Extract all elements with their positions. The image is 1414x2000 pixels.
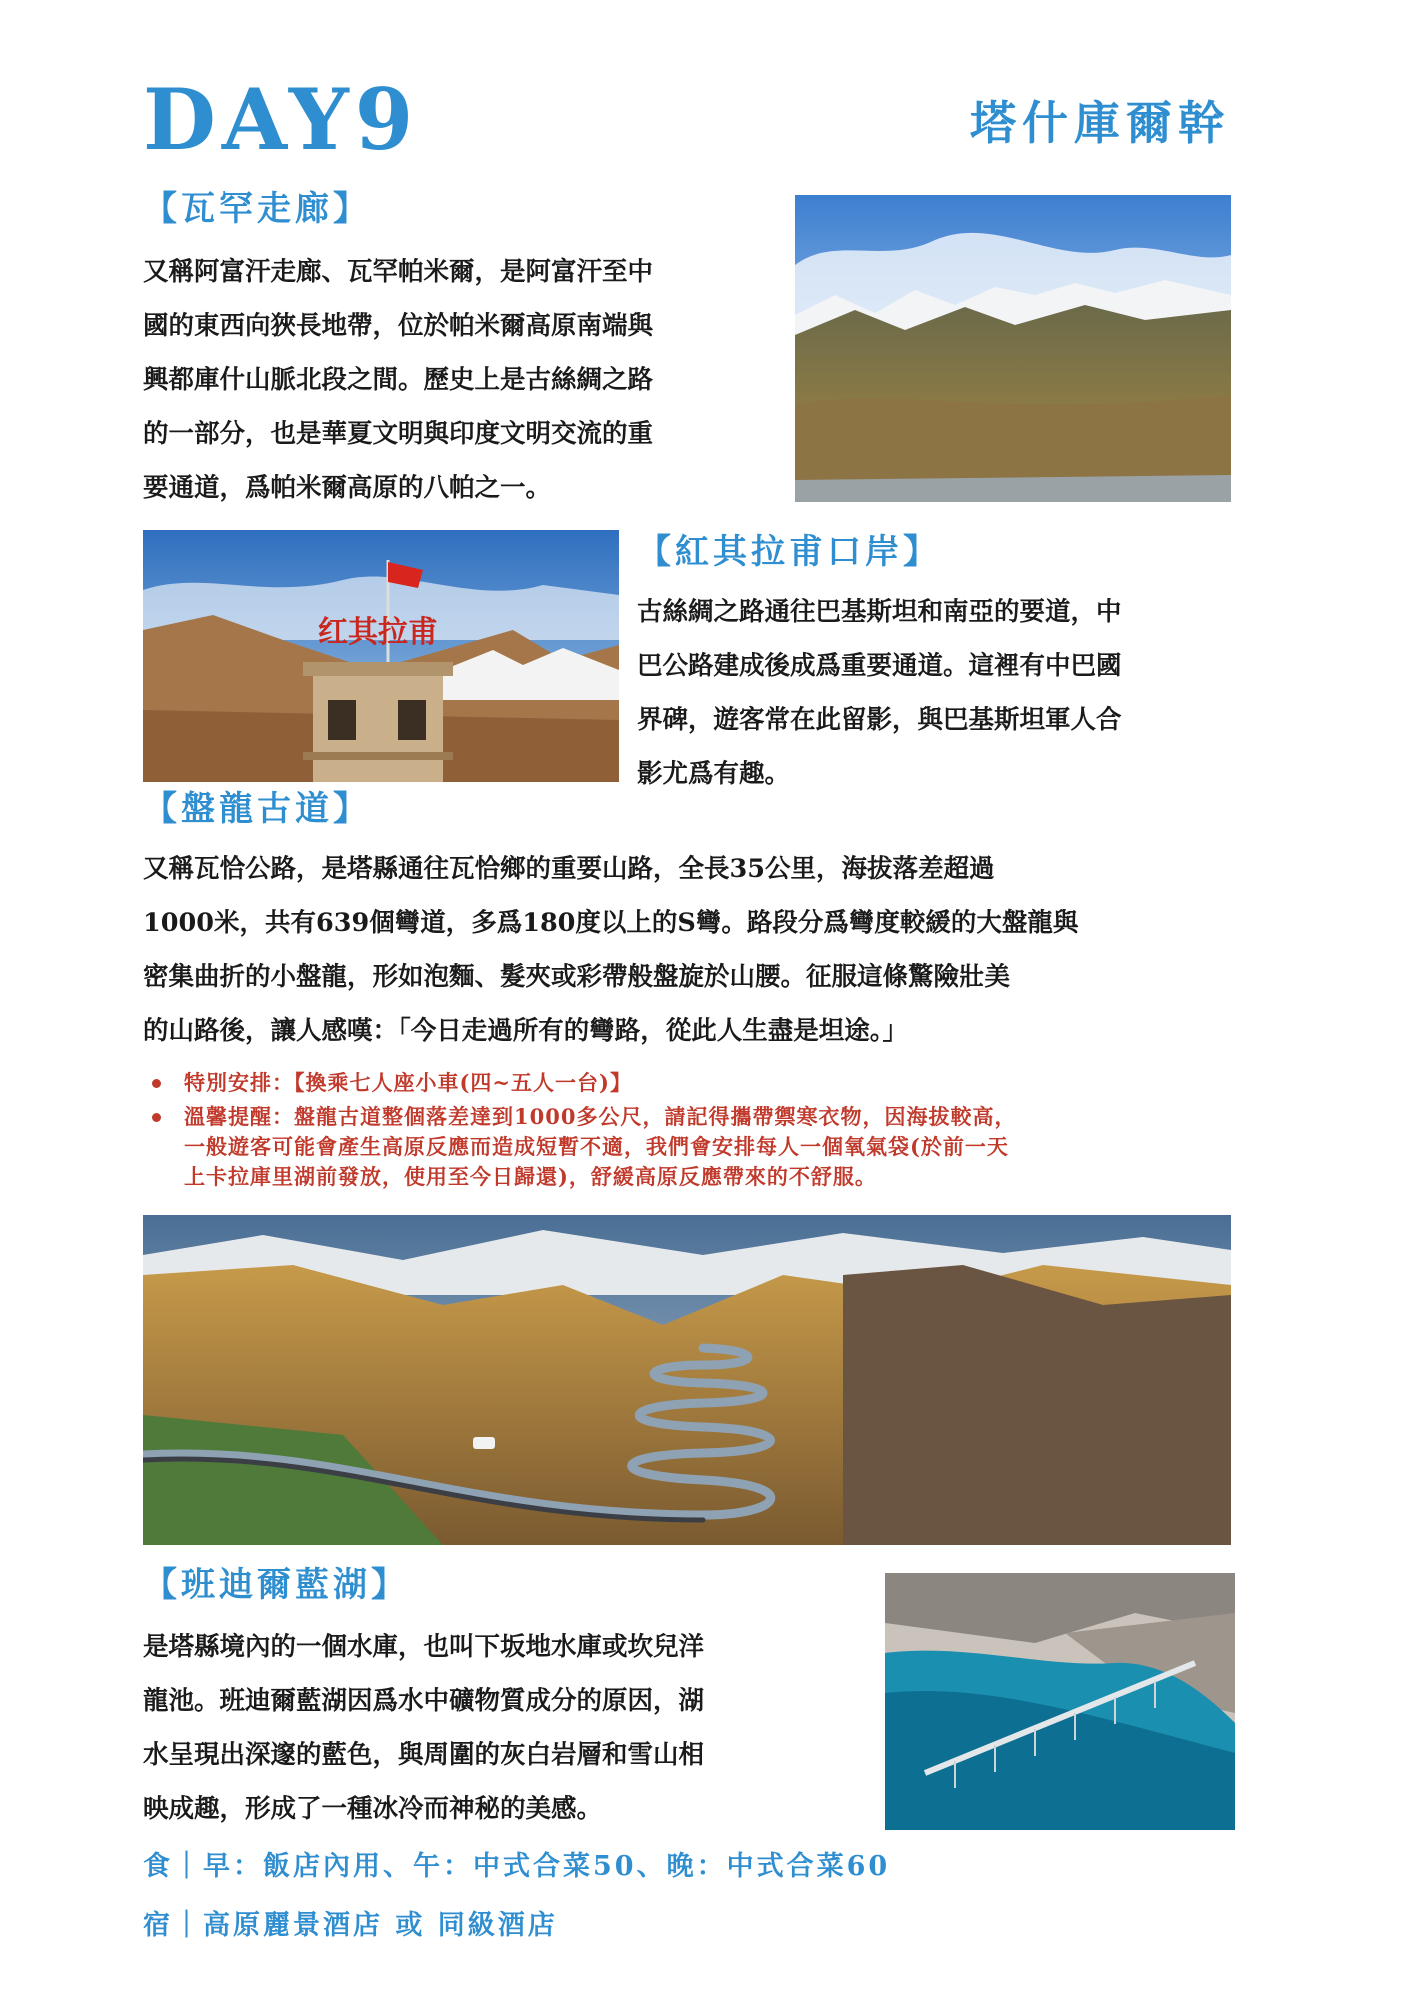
text-line: 國的東西向狹長地帶，位於帕米爾高原南端與 [143, 311, 654, 341]
notes-list [148, 1068, 1238, 1196]
text-line: 是塔縣境內的一個水庫，也叫下坂地水庫或坎兒洋 [143, 1632, 705, 1662]
section-body-wakhan [143, 245, 783, 515]
text-line: 的山路後，讓人感嘆：「今日走過所有的彎路，從此人生盡是坦途。」 [143, 1016, 909, 1046]
section-title-bandir: 【班迪爾藍湖】 [143, 1565, 409, 1605]
section-title-panlong: 【盤龍古道】 [143, 789, 371, 829]
city-title: 塔什庫爾幹 [970, 96, 1230, 150]
note-item-reminder-cont: 上卡拉庫里湖前發放，使用至今日歸還)，舒緩高原反應帶來的不舒服。 [184, 1164, 877, 1189]
section-title-khunjerab: 【紅其拉甫口岸】 [637, 532, 941, 572]
note-item-reminder-cont: 一般遊客可能會產生高原反應而造成短暫不適，我們會安排每人一個氧氣袋(於前一天 [184, 1134, 1009, 1159]
photo-panlong-winding-road [143, 1215, 1231, 1545]
text-line: 1000米，共有639個彎道，多爲180度以上的S彎。路段分爲彎度較緩的大盤龍與 [143, 908, 1079, 938]
text-line: 映成趣，形成了一種冰冷而神秘的美感。 [143, 1794, 603, 1824]
text-line: 又稱瓦恰公路，是塔縣通往瓦恰鄉的重要山路，全長35公里，海拔落差超過 [143, 854, 995, 884]
hotel-line: 宿｜高原麗景酒店 或 同級酒店 [143, 1910, 558, 1941]
text-line: 界碑，遊客常在此留影，與巴基斯坦軍人合 [637, 705, 1122, 735]
bullet-icon [152, 1079, 161, 1088]
text-line: 巴公路建成後成爲重要通道。這裡有中巴國 [637, 651, 1122, 681]
meals-line: 食｜早：飯店內用、午：中式合菜50、晚：中式合菜60 [143, 1851, 891, 1882]
text-line: 古絲綢之路通往巴基斯坦和南亞的要道，中 [637, 597, 1122, 627]
note-item-special: 特別安排：【換乘七人座小車(四~五人一台)】 [148, 1068, 1238, 1098]
photo-wakhan-mountains [795, 195, 1231, 502]
text-line: 又稱阿富汗走廊、瓦罕帕米爾，是阿富汗至中 [143, 257, 654, 287]
bullet-icon [152, 1113, 161, 1122]
text-line: 水呈現出深邃的藍色，與周圍的灰白岩層和雪山相 [143, 1740, 705, 1770]
text-line: 的一部分，也是華夏文明與印度文明交流的重 [143, 419, 654, 449]
text-line: 密集曲折的小盤龍，形如泡麵、髮夾或彩帶般盤旋於山腰。征服這條驚險壯美 [143, 962, 1011, 992]
text-line: 要通道，爲帕米爾高原的八帕之一。 [143, 473, 552, 503]
section-body-bandir [143, 1620, 873, 1836]
text-line: 興都庫什山脈北段之間。歷史上是古絲綢之路 [143, 365, 654, 395]
section-body-khunjerab [637, 585, 1237, 801]
tower-sign-text: 红其拉甫 [318, 615, 438, 650]
note-item-reminder: 溫馨提醒：盤龍古道整個落差達到1000多公尺，請記得攜帶禦寒衣物，因海拔較高， [148, 1102, 1238, 1132]
text-line: 影尤爲有趣。 [637, 759, 791, 789]
section-title-wakhan: 【瓦罕走廊】 [143, 189, 371, 229]
text-line: 龍池。班迪爾藍湖因爲水中礦物質成分的原因，湖 [143, 1686, 705, 1716]
section-body-panlong [143, 842, 1243, 1058]
photo-khunjerab-tower [143, 530, 619, 782]
day-title: DAY9 [143, 70, 420, 169]
photo-bandir-lake [885, 1573, 1235, 1830]
